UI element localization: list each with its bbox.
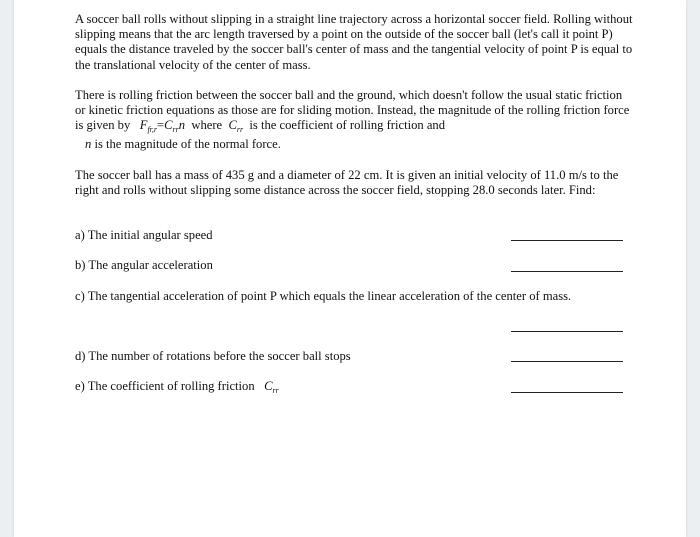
answer-line-a[interactable] (511, 240, 623, 241)
coefficient-symbol: $C_{rr}$ (228, 118, 244, 135)
friction-equation: $F_{fr,r}=C_{rr}n$ (139, 118, 186, 135)
answer-line-d[interactable] (511, 361, 623, 362)
document-page (14, 0, 686, 537)
question-e: e) The coefficient of rolling friction $C_{rr}$ (75, 379, 279, 395)
friction-text-a: There is rolling friction between the soccer ball and the ground, which doesn't follow the usual static friction or kinetic friction equations as those are for sliding motion. Instead, the magnitude of the rolling friction force is given by (75, 87, 630, 133)
friction-where: where (191, 118, 223, 133)
answer-line-c[interactable] (511, 331, 623, 332)
question-a: a) The initial angular speed (75, 228, 213, 242)
answer-line-b[interactable] (511, 271, 623, 272)
question-d: d) The number of rotations before the soccer ball stops (75, 349, 351, 363)
friction-paragraph (75, 88, 635, 153)
given-paragraph: The soccer ball has a mass of 435 g and a diameter of 22 cm. It is given an initial velocity of 11.0 m/s to the right and rolls without slipping some distance across the soccer field, stopping 28.0 seconds later. Find: (75, 167, 619, 197)
intro-paragraph: A soccer ball rolls without slipping in a straight line trajectory across a horizontal soccer field. Rolling without slipping means that the arc length traversed by a point on the outside of the soccer ball (let's call it point P) equals the distance traveled by the soccer ball's center of mass and the tangential velocity of point P is equal to the translational velocity of the center of mass. (75, 12, 633, 72)
question-c: c) The tangential acceleration of point P which equals the linear acceleration of the center of mass. (75, 289, 572, 303)
friction-text-b: is the coefficient of rolling friction and (249, 118, 445, 133)
question-b: b) The angular acceleration (75, 258, 213, 272)
normal-force-symbol: n (85, 137, 92, 152)
problem-text (75, 12, 635, 213)
coefficient-symbol-e: $C_{rr}$ (264, 379, 279, 395)
answer-line-e[interactable] (511, 392, 623, 393)
friction-text-c: is the magnitude of the normal force. (94, 137, 281, 152)
